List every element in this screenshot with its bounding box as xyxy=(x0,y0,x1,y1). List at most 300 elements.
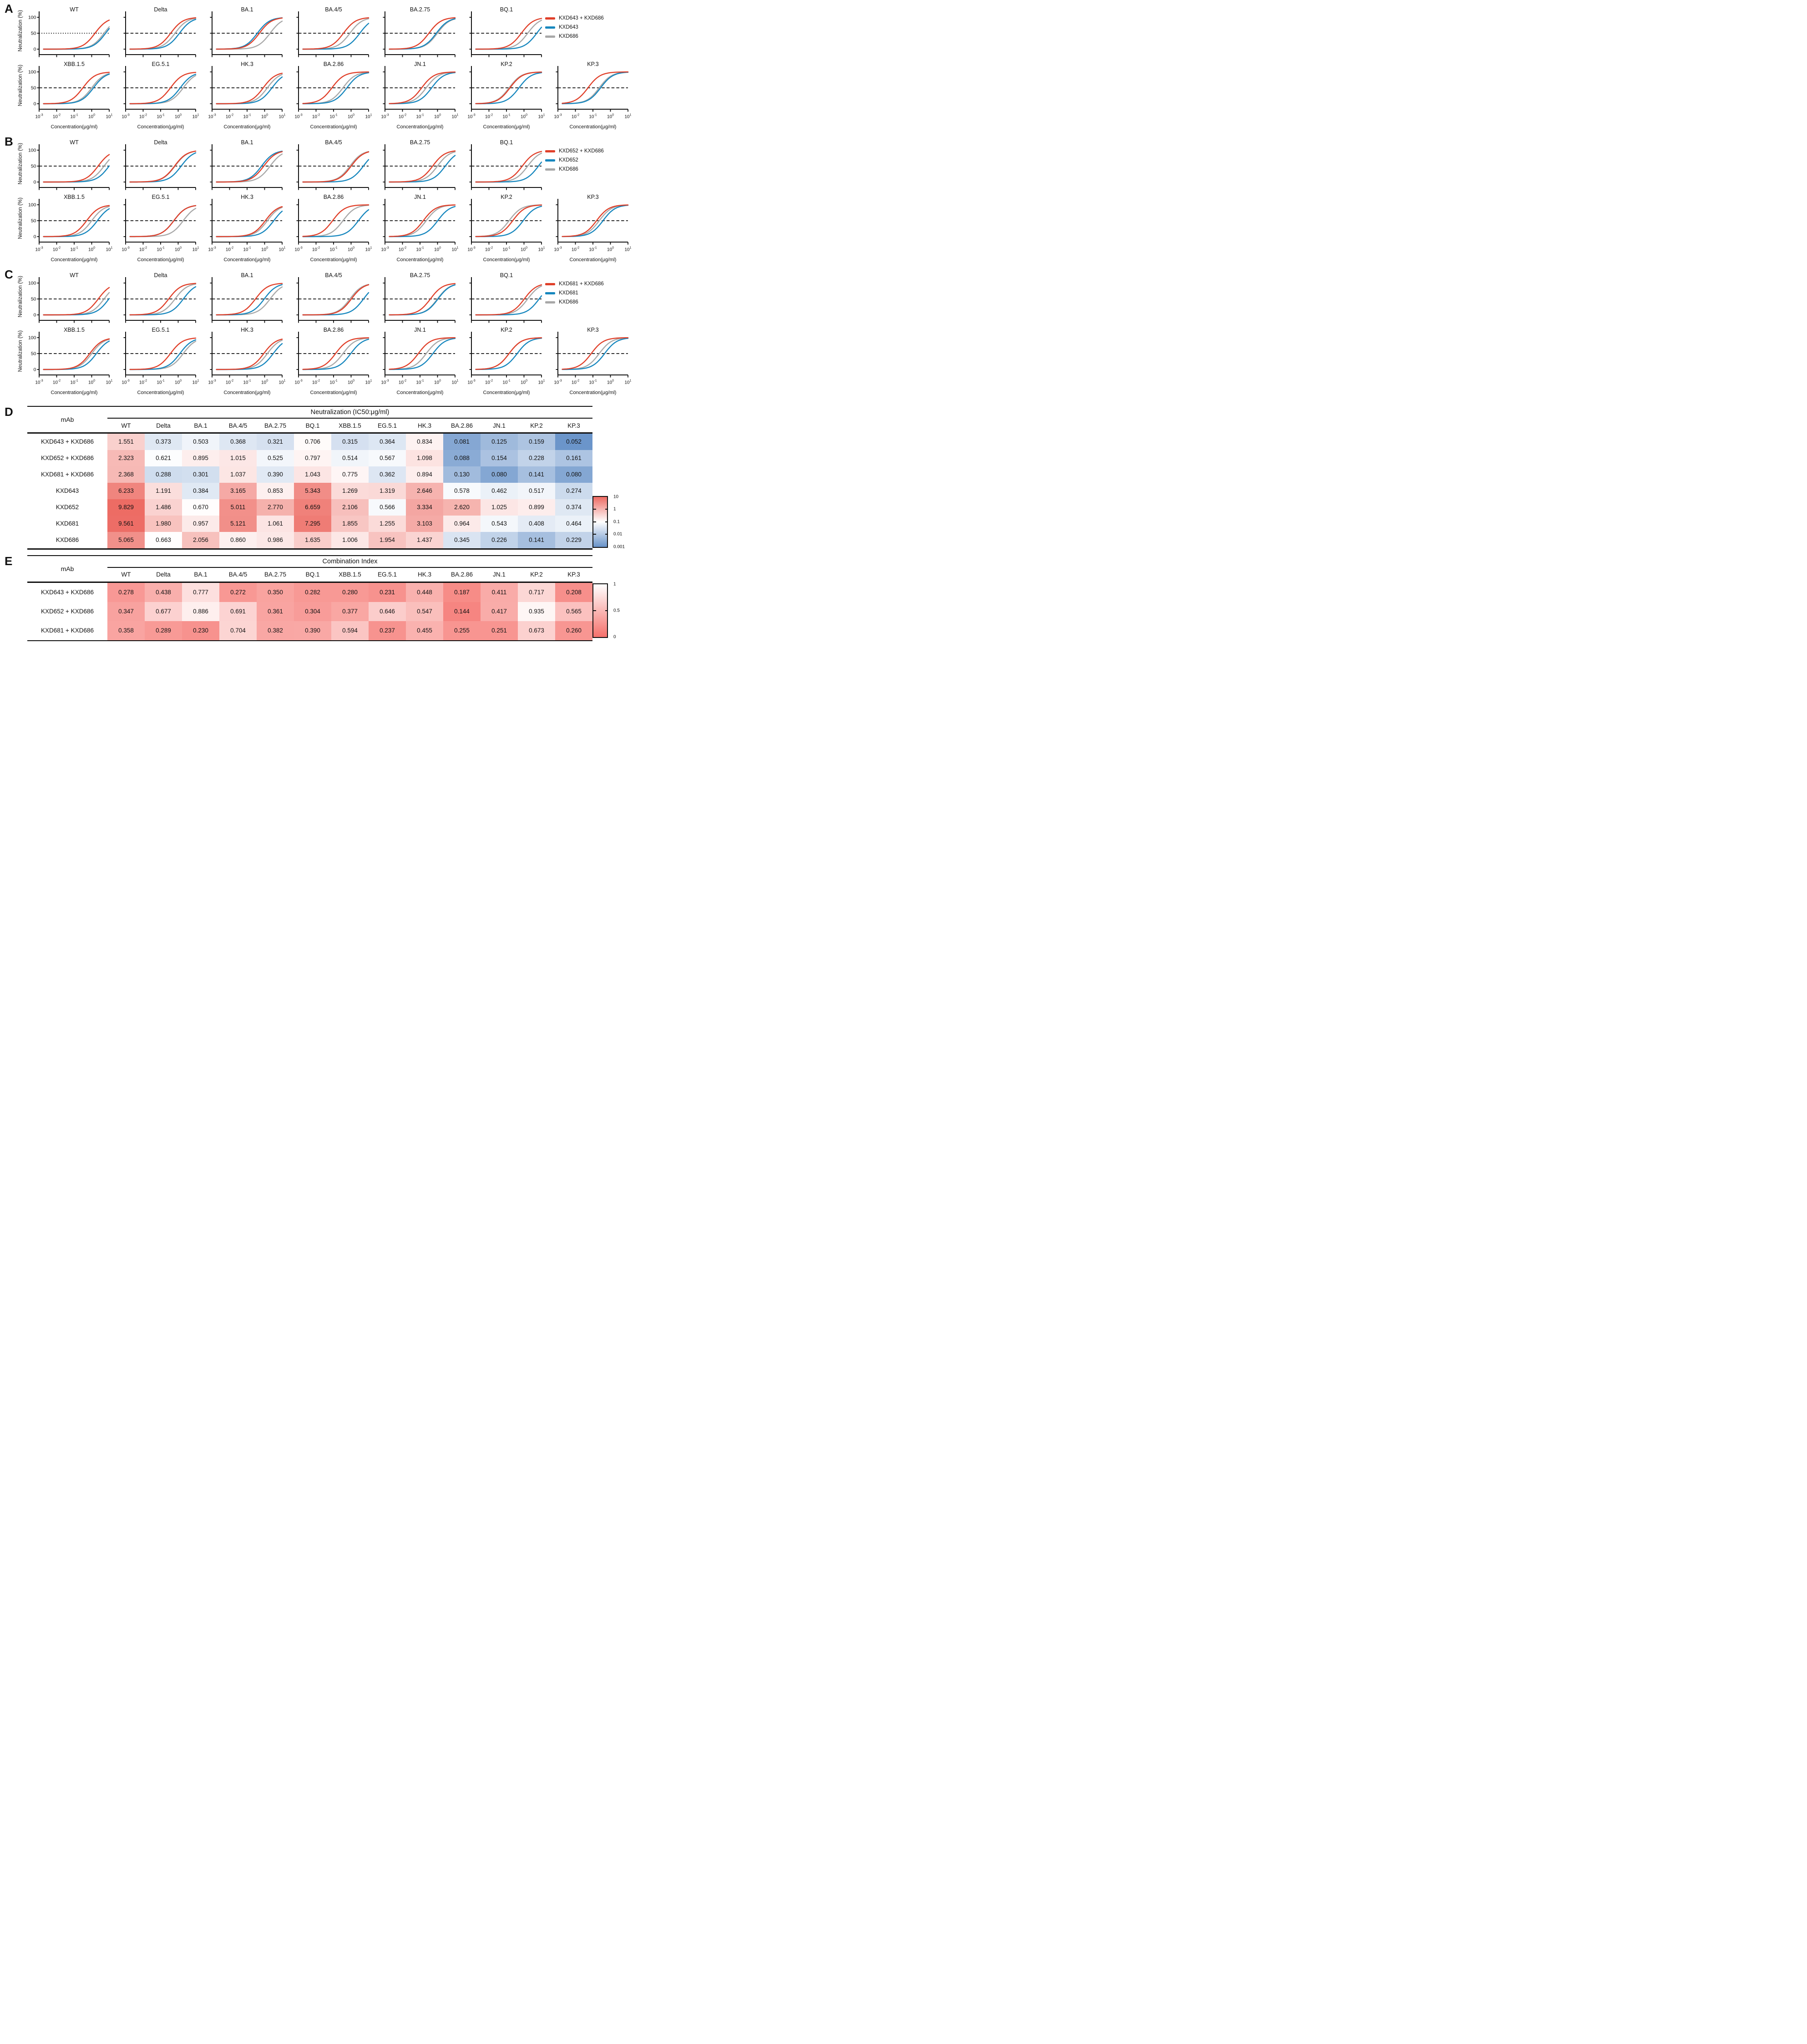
x-tick-label: $10^0$ xyxy=(261,246,268,253)
y-tick-label: 50 xyxy=(30,163,36,169)
subplot-title: WT xyxy=(70,272,79,278)
column-header: KP.3 xyxy=(567,571,580,578)
heat-cell: 0.543 xyxy=(481,516,518,532)
x-tick-label: $10^{-1}$ xyxy=(70,113,78,120)
x-tick-label: $10^{-3}$ xyxy=(121,246,130,253)
subplot-title: JN.1 xyxy=(414,61,426,67)
curve-KXD686 xyxy=(303,152,369,182)
x-axis-label: Concentration(μg/ml) xyxy=(51,257,98,263)
x-tick-label: $10^{-1}$ xyxy=(589,113,597,120)
heat-cell: 0.130 xyxy=(443,466,481,483)
table-row xyxy=(27,516,592,532)
heat-cell: 1.191 xyxy=(145,483,182,499)
x-tick-label: $10^{-3}$ xyxy=(554,246,562,253)
table-bottom-rule xyxy=(27,640,592,642)
panel-e xyxy=(0,555,637,643)
heat-cell: 0.347 xyxy=(107,602,145,621)
x-tick-label: $10^{-3}$ xyxy=(294,379,303,385)
heat-cell: 0.358 xyxy=(107,621,145,640)
x-tick-label: $10^{-1}$ xyxy=(70,246,78,253)
table-row xyxy=(27,450,592,466)
subplot-B-KP.3 xyxy=(545,191,632,266)
heat-cell: 0.361 xyxy=(257,602,294,621)
curve-KXD652+KXD686 xyxy=(44,155,109,182)
subplot-C-BQ.1 xyxy=(459,269,545,324)
heat-cell: 0.677 xyxy=(145,602,182,621)
curve-KXD686 xyxy=(476,20,542,49)
heat-cell: 1.098 xyxy=(406,450,443,466)
x-tick-label: $10^{-1}$ xyxy=(416,113,424,120)
subplot-B-EG.5.1 xyxy=(113,191,199,266)
table-row xyxy=(27,499,592,516)
heat-cell: 0.408 xyxy=(518,516,555,532)
ic50-heatmap-table xyxy=(27,406,592,550)
x-tick-label: $10^{-1}$ xyxy=(502,113,511,120)
x-tick-label: $10^{-1}$ xyxy=(502,379,511,385)
table-header-right xyxy=(107,407,592,432)
subplot-A-BA.4/5 xyxy=(286,4,372,58)
legend-label: KXD686 xyxy=(559,34,578,39)
legend-item xyxy=(545,299,632,305)
x-tick-label: $10^{-3}$ xyxy=(381,113,389,120)
curve-KXD643 xyxy=(303,23,369,49)
legend-label: KXD652 xyxy=(559,157,578,163)
subplot-A-WT xyxy=(26,4,113,58)
heat-cell: 1.486 xyxy=(145,499,182,516)
legend-item xyxy=(545,290,632,296)
curve-KXD681 xyxy=(217,285,282,315)
heat-cell: 0.464 xyxy=(555,516,592,532)
heat-cell: 0.282 xyxy=(294,583,331,602)
heat-cell: 0.957 xyxy=(182,516,219,532)
heat-cell: 0.894 xyxy=(406,466,443,483)
heat-cell: 0.260 xyxy=(555,621,592,640)
heat-cell: 1.551 xyxy=(107,434,145,450)
x-tick-label: $10^{-3}$ xyxy=(381,246,389,253)
panel-c xyxy=(0,268,637,401)
subplot-A-BA.2.75 xyxy=(372,4,459,58)
curve-KXD643 xyxy=(390,19,455,49)
column-header: WT xyxy=(121,571,131,578)
colorbar-tick-mark xyxy=(593,509,596,510)
heat-cell: 0.670 xyxy=(182,499,219,516)
x-axis-label: Concentration(μg/ml) xyxy=(137,124,184,130)
x-tick-label: $10^{-3}$ xyxy=(121,379,130,385)
x-tick-label: $10^{-2}$ xyxy=(52,113,61,120)
panel-B-row-1 xyxy=(15,137,633,191)
x-tick-label: $10^{-3}$ xyxy=(294,246,303,253)
subplot-title: BA.1 xyxy=(241,272,253,278)
legend-swatch-red xyxy=(545,17,555,20)
heat-cell: 0.717 xyxy=(518,583,555,602)
heat-cell: 5.343 xyxy=(294,483,331,499)
curve-KXD652+KXD686 xyxy=(130,151,196,182)
x-tick-label: $10^0$ xyxy=(88,379,96,385)
table-header-right xyxy=(107,556,592,582)
x-tick-label: $10^{-3}$ xyxy=(554,379,562,385)
subplot-A-XBB.1.5 xyxy=(26,58,113,133)
x-tick-label: $10^{-3}$ xyxy=(208,379,216,385)
x-tick-label: $10^0$ xyxy=(520,246,528,253)
legend-item xyxy=(545,167,632,172)
column-header: HK.3 xyxy=(417,571,431,578)
legend-swatch-gray xyxy=(545,301,555,304)
y-tick-label: 100 xyxy=(28,15,36,20)
x-tick-label: $10^{-1}$ xyxy=(157,379,165,385)
heat-cell: 0.390 xyxy=(294,621,331,640)
heat-cell: 0.304 xyxy=(294,602,331,621)
heat-cell: 0.377 xyxy=(331,602,369,621)
legend-label: KXD643 xyxy=(559,25,578,30)
y-axis-label: Neutralization (%) xyxy=(18,276,23,318)
x-tick-label: $10^{-3}$ xyxy=(35,246,43,253)
colorbar-tick-mark xyxy=(593,610,596,611)
heat-cell: 0.350 xyxy=(257,583,294,602)
heat-cell: 0.646 xyxy=(369,602,406,621)
x-tick-label: $10^1$ xyxy=(365,379,372,385)
x-tick-label: $10^{-1}$ xyxy=(243,246,251,253)
subplot-A-KP.2 xyxy=(459,58,545,133)
heat-cell: 0.230 xyxy=(182,621,219,640)
heat-cell: 0.417 xyxy=(481,602,518,621)
heat-cell: 0.141 xyxy=(518,532,555,548)
y-tick-label: 0 xyxy=(33,312,36,318)
heat-cell: 0.853 xyxy=(257,483,294,499)
legend-label: KXD686 xyxy=(559,299,578,305)
subplot-title: Delta xyxy=(154,272,167,278)
legend-swatch-red xyxy=(545,150,555,152)
y-tick-label: 50 xyxy=(30,85,36,91)
x-tick-label: $10^{-1}$ xyxy=(329,246,338,253)
panel-C-row-2 xyxy=(15,324,633,399)
colorbar-tick-label: 0.01 xyxy=(613,531,623,537)
column-header: EG.5.1 xyxy=(377,422,397,429)
ci-colorbar xyxy=(592,583,632,638)
heat-cell: 5.065 xyxy=(107,532,145,548)
subplot-title: BQ.1 xyxy=(500,272,513,278)
subplot-B-KP.2 xyxy=(459,191,545,266)
legend-item xyxy=(545,34,632,39)
legend-item xyxy=(545,15,632,21)
subplot-title: BA.2.86 xyxy=(323,327,344,333)
heat-cell: 0.226 xyxy=(481,532,518,548)
panel-b xyxy=(0,136,637,268)
column-header: HK.3 xyxy=(417,422,431,429)
subplot-B-BQ.1 xyxy=(459,137,545,191)
subplot-C-HK.3 xyxy=(199,324,286,399)
x-tick-label: $10^{-3}$ xyxy=(554,113,562,120)
y-axis-label: Neutralization (%) xyxy=(18,10,23,52)
y-tick-label: 100 xyxy=(28,147,36,153)
x-tick-label: $10^0$ xyxy=(174,379,182,385)
curve-KXD686 xyxy=(130,76,196,104)
heat-cell: 0.547 xyxy=(406,602,443,621)
x-tick-label: $10^1$ xyxy=(538,246,545,253)
curve-KXD686 xyxy=(217,287,282,315)
curve-KXD686 xyxy=(130,341,196,369)
x-tick-label: $10^1$ xyxy=(106,113,113,120)
subplot-C-EG.5.1 xyxy=(113,324,199,399)
heat-cell: 1.061 xyxy=(257,516,294,532)
subplot-title: BA.1 xyxy=(241,6,253,13)
heat-cell: 0.448 xyxy=(406,583,443,602)
heat-cell: 0.280 xyxy=(331,583,369,602)
heat-cell: 0.986 xyxy=(257,532,294,548)
row-label: KXD643 xyxy=(27,483,107,499)
legend-label: KXD643 + KXD686 xyxy=(559,15,604,21)
curve-KXD686 xyxy=(44,339,109,369)
legend-label: KXD686 xyxy=(559,167,578,172)
column-header: BA.1 xyxy=(194,571,208,578)
y-tick-label: 0 xyxy=(33,46,36,52)
heat-cell: 1.437 xyxy=(406,532,443,548)
subplot-title: Delta xyxy=(154,6,167,13)
panel-d-label: D xyxy=(5,405,13,419)
x-tick-label: $10^{-3}$ xyxy=(35,113,43,120)
heat-cell: 0.899 xyxy=(518,499,555,516)
heat-cell: 0.080 xyxy=(555,466,592,483)
colorbar-tick-label: 0.001 xyxy=(613,544,625,550)
subplot-C-KP.2 xyxy=(459,324,545,399)
heat-cell: 0.301 xyxy=(182,466,219,483)
subplot-A-JN.1 xyxy=(372,58,459,133)
x-tick-label: $10^0$ xyxy=(607,246,614,253)
heat-cell: 1.319 xyxy=(369,483,406,499)
table-row xyxy=(27,532,592,548)
y-axis-label-block xyxy=(15,269,26,324)
subplot-title: XBB.1.5 xyxy=(64,327,85,333)
heat-cell: 0.125 xyxy=(481,434,518,450)
x-axis-label: Concentration(μg/ml) xyxy=(396,390,444,395)
x-tick-label: $10^0$ xyxy=(347,379,355,385)
heat-cell: 0.141 xyxy=(518,466,555,483)
legend-swatch-blue xyxy=(545,26,555,29)
x-tick-label: $10^{-3}$ xyxy=(121,113,130,120)
heat-cell: 2.056 xyxy=(182,532,219,548)
heat-cell: 0.411 xyxy=(481,583,518,602)
y-tick-label: 100 xyxy=(28,69,36,75)
column-header: BA.1 xyxy=(194,422,208,429)
y-axis-label-block xyxy=(15,191,26,246)
y-axis-label-block xyxy=(15,4,26,58)
column-header: BA.2.75 xyxy=(264,571,287,578)
x-tick-label: $10^{-3}$ xyxy=(467,113,476,120)
legend-label: KXD681 xyxy=(559,290,578,296)
curve-KXD643 xyxy=(130,74,196,104)
subplot-A-BA.1 xyxy=(199,4,286,58)
column-header: JN.1 xyxy=(493,571,506,578)
column-header: Delta xyxy=(156,422,171,429)
heat-cell: 0.525 xyxy=(257,450,294,466)
colorbar-tick-mark xyxy=(605,521,608,522)
curve-KXD686 xyxy=(476,153,542,182)
panel-A-row-1 xyxy=(15,4,633,58)
panel-c-plots xyxy=(15,269,633,399)
subplot-A-KP.3 xyxy=(545,58,632,133)
column-header: XBB.1.5 xyxy=(339,571,361,578)
heat-cell: 0.255 xyxy=(443,621,481,640)
subplot-C-BA.1 xyxy=(199,269,286,324)
heat-cell: 0.503 xyxy=(182,434,219,450)
colorbar-tick-label: 1 xyxy=(613,506,616,512)
subplot-title: KP.3 xyxy=(587,327,599,333)
panel-a-plots xyxy=(15,4,633,133)
x-tick-label: $10^{-3}$ xyxy=(208,246,216,253)
subplot-title: BQ.1 xyxy=(500,139,513,146)
x-tick-label: $10^0$ xyxy=(88,246,96,253)
subplot-title: Delta xyxy=(154,139,167,146)
row-label: KXD681 + KXD686 xyxy=(27,621,107,640)
legend-swatch-blue xyxy=(545,292,555,294)
heat-cell: 3.165 xyxy=(219,483,257,499)
heat-cell: 0.565 xyxy=(555,602,592,621)
subplot-title: WT xyxy=(70,6,79,13)
curve-KXD652+KXD686 xyxy=(217,152,282,182)
subplot-C-BA.4/5 xyxy=(286,269,372,324)
legend-swatch-blue xyxy=(545,159,555,162)
x-tick-label: $10^1$ xyxy=(106,246,113,253)
subplot-B-BA.1 xyxy=(199,137,286,191)
heat-cell: 0.364 xyxy=(369,434,406,450)
heat-cell: 0.462 xyxy=(481,483,518,499)
panel-a xyxy=(0,3,637,136)
colorbar-tick-mark xyxy=(593,534,596,535)
curve-KXD681+KXD686 xyxy=(44,339,109,369)
x-tick-label: $10^{-1}$ xyxy=(243,379,251,385)
heat-cell: 0.368 xyxy=(219,434,257,450)
subplot-title: BA.2.86 xyxy=(323,194,344,200)
y-tick-label: 0 xyxy=(33,367,36,373)
x-tick-label: $10^{-1}$ xyxy=(589,246,597,253)
colorbar-tick-mark xyxy=(593,521,596,522)
colorbar-tick-label: 0.5 xyxy=(613,608,620,613)
subplot-B-JN.1 xyxy=(372,191,459,266)
y-axis-label: Neutralization (%) xyxy=(18,330,23,372)
colorbar-tick-mark xyxy=(605,610,608,611)
table-row xyxy=(27,434,592,450)
x-tick-label: $10^{-3}$ xyxy=(294,113,303,120)
colorbar-tick-mark xyxy=(605,534,608,535)
column-header: BQ.1 xyxy=(305,571,320,578)
heat-cell: 0.088 xyxy=(443,450,481,466)
x-tick-label: $10^{-2}$ xyxy=(312,246,320,253)
table-row xyxy=(27,583,592,602)
y-tick-label: 50 xyxy=(30,30,36,36)
column-header: KP.2 xyxy=(530,571,543,578)
panel-d xyxy=(0,406,637,551)
heat-cell: 9.829 xyxy=(107,499,145,516)
subplot-C-BA.2.75 xyxy=(372,269,459,324)
legend-swatch-gray xyxy=(545,168,555,171)
heat-cell: 0.621 xyxy=(145,450,182,466)
subplot-title: BA.1 xyxy=(241,139,253,146)
column-header-row xyxy=(107,568,592,582)
x-tick-label: $10^0$ xyxy=(434,379,441,385)
heat-cell: 0.161 xyxy=(555,450,592,466)
x-tick-label: $10^0$ xyxy=(434,246,441,253)
column-header: JN.1 xyxy=(493,422,506,429)
heat-cell: 0.272 xyxy=(219,583,257,602)
colorbar-tick-label: 0 xyxy=(613,634,616,640)
heat-cell: 0.228 xyxy=(518,450,555,466)
curve-KXD681 xyxy=(130,340,196,369)
y-tick-label: 100 xyxy=(28,202,36,208)
curve-KXD643+KXD686 xyxy=(44,20,109,49)
subplot-C-Delta xyxy=(113,269,199,324)
subplot-title: EG.5.1 xyxy=(152,194,170,200)
x-axis-label: Concentration(μg/ml) xyxy=(310,257,357,263)
heat-cell: 1.954 xyxy=(369,532,406,548)
curve-KXD686 xyxy=(44,27,109,49)
subplot-title: KP.2 xyxy=(501,194,512,200)
heat-cell: 2.106 xyxy=(331,499,369,516)
x-tick-label: $10^{-1}$ xyxy=(329,379,338,385)
x-axis-label: Concentration(μg/ml) xyxy=(483,390,530,395)
x-tick-label: $10^{-1}$ xyxy=(157,113,165,120)
subplot-title: KP.2 xyxy=(501,327,512,333)
heat-cell: 0.052 xyxy=(555,434,592,450)
heat-cell: 0.231 xyxy=(369,583,406,602)
heat-cell: 0.374 xyxy=(555,499,592,516)
x-tick-label: $10^{-2}$ xyxy=(398,113,407,120)
heat-cell: 0.777 xyxy=(182,583,219,602)
column-header: XBB.1.5 xyxy=(339,422,361,429)
x-tick-label: $10^1$ xyxy=(451,113,459,120)
curve-KXD681 xyxy=(44,299,109,315)
curve-KXD652 xyxy=(44,166,109,182)
curve-KXD686 xyxy=(130,284,196,315)
x-tick-label: $10^0$ xyxy=(174,113,182,120)
curve-KXD686 xyxy=(217,75,282,104)
panel-c-label: C xyxy=(5,268,13,281)
colorbar-tick-label: 0.1 xyxy=(613,519,620,525)
x-tick-label: $10^{-2}$ xyxy=(139,113,147,120)
subplot-A-Delta xyxy=(113,4,199,58)
x-tick-label: $10^1$ xyxy=(365,113,372,120)
x-tick-label: $10^{-2}$ xyxy=(225,113,234,120)
x-axis-label: Concentration(μg/ml) xyxy=(569,257,617,263)
subplot-title: EG.5.1 xyxy=(152,327,170,333)
heat-cell: 0.373 xyxy=(145,434,182,450)
heat-cell: 0.289 xyxy=(145,621,182,640)
heat-cell: 0.187 xyxy=(443,583,481,602)
panel-A-row-2 xyxy=(15,58,633,133)
x-tick-label: $10^0$ xyxy=(607,379,614,385)
row-label: KXD652 + KXD686 xyxy=(27,602,107,621)
row-label: KXD643 + KXD686 xyxy=(27,583,107,602)
subplot-title: BA.4/5 xyxy=(325,272,342,278)
x-tick-label: $10^{-1}$ xyxy=(70,379,78,385)
column-header: BA.2.75 xyxy=(264,422,287,429)
y-tick-label: 50 xyxy=(30,218,36,224)
subplot-C-XBB.1.5 xyxy=(26,324,113,399)
curve-KXD686 xyxy=(390,285,455,315)
curve-KXD643 xyxy=(303,73,369,104)
heat-cell: 0.514 xyxy=(331,450,369,466)
subplot-title: BA.4/5 xyxy=(325,139,342,146)
x-tick-label: $10^{-1}$ xyxy=(416,379,424,385)
row-header-label: mAb xyxy=(61,416,74,424)
x-tick-label: $10^{-2}$ xyxy=(485,113,493,120)
heat-cell: 1.635 xyxy=(294,532,331,548)
column-header: KP.2 xyxy=(530,422,543,429)
x-tick-label: $10^{-1}$ xyxy=(416,246,424,253)
x-tick-label: $10^0$ xyxy=(520,113,528,120)
heat-cell: 0.567 xyxy=(369,450,406,466)
heat-cell: 0.229 xyxy=(555,532,592,548)
y-axis-label-block xyxy=(15,137,26,191)
x-tick-label: $10^1$ xyxy=(451,379,459,385)
